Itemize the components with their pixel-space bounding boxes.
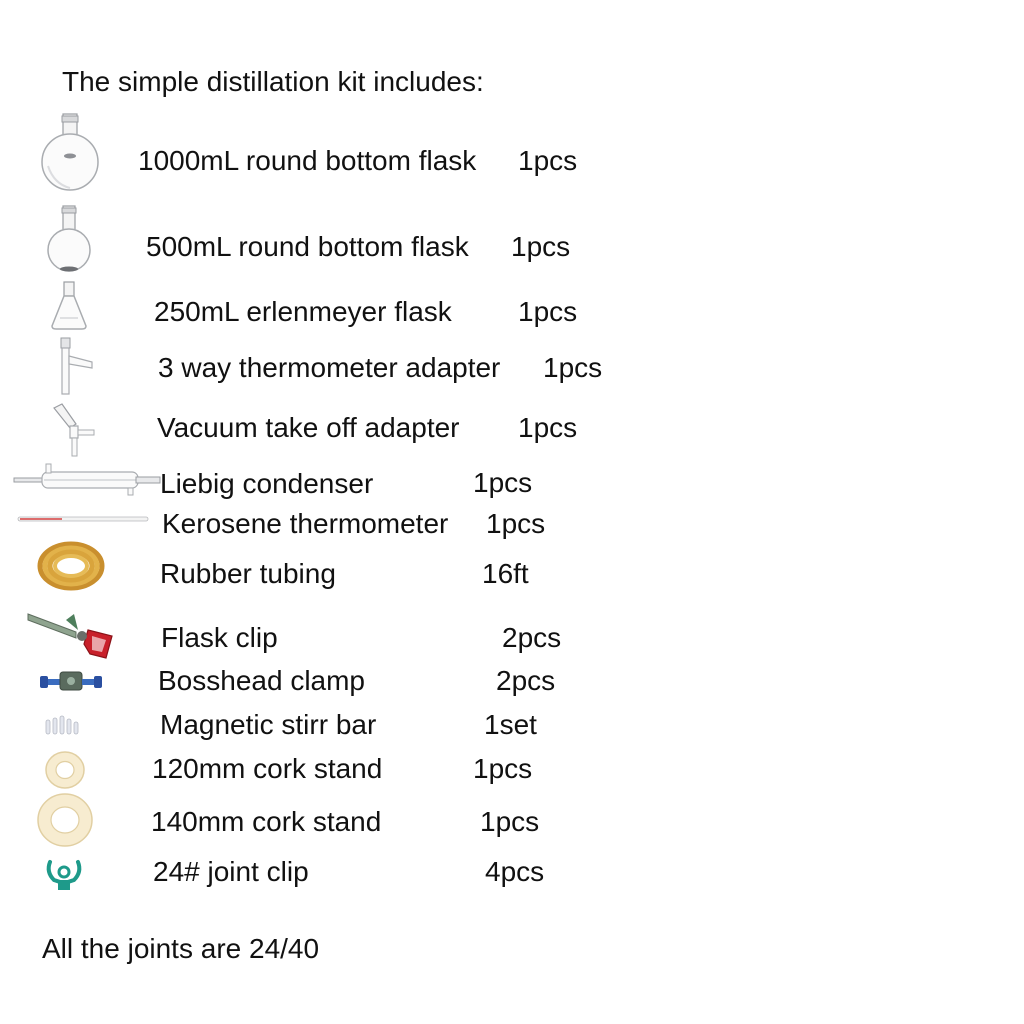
item-qty: 1set xyxy=(484,709,537,740)
round-bottom-flask-1000ml-icon xyxy=(40,114,100,192)
item-name: 120mm cork stand xyxy=(152,753,383,784)
item-qty: 4pcs xyxy=(485,856,545,887)
item-name: 24# joint clip xyxy=(153,856,309,887)
item-name: Rubber tubing xyxy=(160,558,336,589)
item-name: 250mL erlenmeyer flask xyxy=(154,296,452,327)
item-name: 500mL round bottom flask xyxy=(146,231,469,262)
item-qty: 1pcs xyxy=(473,467,533,498)
flask-clip-icon xyxy=(26,606,118,664)
item-name: Bosshead clamp xyxy=(158,665,366,696)
liebig-condenser-icon xyxy=(14,462,160,496)
item-qty: 1pcs xyxy=(518,296,578,327)
item-qty: 1pcs xyxy=(543,352,603,383)
item-name: Vacuum take off adapter xyxy=(157,412,460,443)
item-qty: 2pcs xyxy=(502,622,562,653)
item-qty: 1pcs xyxy=(511,231,571,262)
item-name: Magnetic stirr bar xyxy=(160,709,377,740)
thermometer-icon xyxy=(18,514,150,524)
item-qty: 1pcs xyxy=(518,145,578,176)
item-name: 140mm cork stand xyxy=(151,806,382,837)
vacuum-adapter-icon xyxy=(52,404,98,458)
stir-bar-icon xyxy=(44,712,84,738)
item-qty: 16ft xyxy=(482,558,529,589)
thermometer-adapter-icon xyxy=(56,338,96,396)
item-qty: 1pcs xyxy=(486,508,546,539)
heading: The simple distillation kit includes: xyxy=(62,66,484,97)
round-bottom-flask-500ml-icon xyxy=(46,206,92,274)
footer-note: All the joints are 24/40 xyxy=(42,933,320,964)
item-qty: 1pcs xyxy=(518,412,578,443)
item-name: Kerosene thermometer xyxy=(162,508,449,539)
item-name: Liebig condenser xyxy=(160,468,374,499)
joint-clip-icon xyxy=(44,858,84,892)
item-qty: 1pcs xyxy=(473,753,533,784)
rubber-tubing-icon xyxy=(36,540,106,592)
item-qty: 1pcs xyxy=(480,806,540,837)
bosshead-clamp-icon xyxy=(40,668,102,694)
item-name: Flask clip xyxy=(161,622,278,653)
cork-stand-140-icon xyxy=(36,792,94,848)
item-name: 3 way thermometer adapter xyxy=(158,352,501,383)
item-qty: 2pcs xyxy=(496,665,556,696)
erlenmeyer-flask-icon xyxy=(50,282,88,330)
item-name: 1000mL round bottom flask xyxy=(138,145,477,176)
cork-stand-120-icon xyxy=(44,750,86,790)
